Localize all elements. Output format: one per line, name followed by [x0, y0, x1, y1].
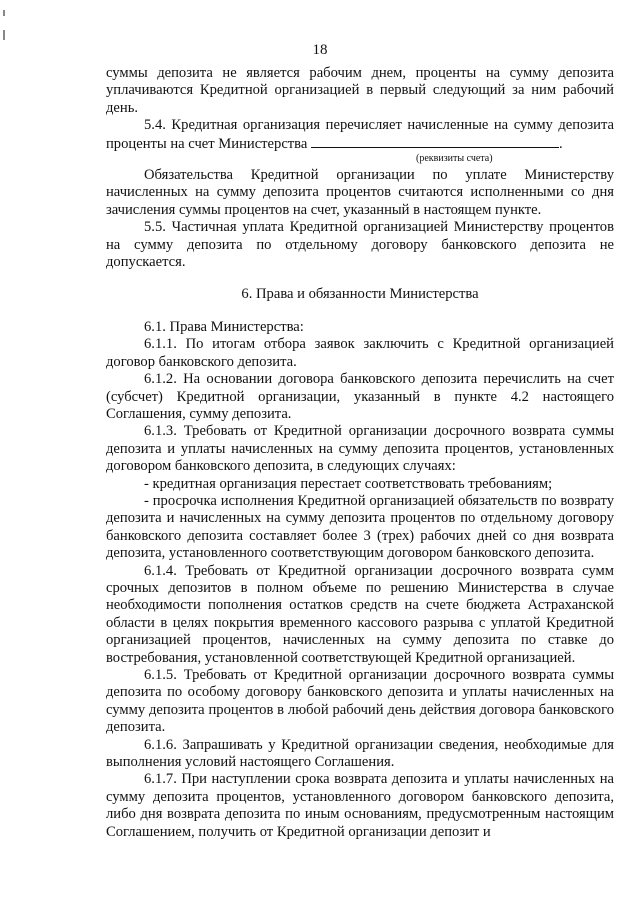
- paragraph-5-4: [106, 117, 614, 153]
- list-item: - просрочка исполнения Кредитной организацией обязательств по возврату депозита и начисленных на сумму депозита процентов по отдельному договору банковского депозита составляет более 3 (трех) рабочих дней со дня возврата депозита, установленного соответствующим договором банковского депозита.: [106, 492, 614, 562]
- paragraph-6-1-6: 6.1.6. Запрашивать у Кредитной организации сведения, необходимые для выполнения условий настоящего Соглашения.: [106, 736, 614, 771]
- paragraph-6-1-3: 6.1.3. Требовать от Кредитной организации досрочного возврата суммы депозита и уплаты начисленных на сумму депозита процентов, установленных договором банковского депозита, в следующих случаях:: [106, 423, 614, 475]
- account-line-end: .: [559, 135, 563, 152]
- account-fill-line: [311, 135, 559, 148]
- list-item: - кредитная организация перестает соответствовать требованиям;: [144, 475, 553, 492]
- paragraph-6-1-1: 6.1.1. По итогам отбора заявок заключить с Кредитной организацией договор банковского депозита.: [106, 336, 614, 370]
- paragraph-6-1-4: 6.1.4. Требовать от Кредитной организации досрочного возврата сумм срочных депозитов в полном объеме по решению Министерства в случае необходимости пополнения остатков средств на счете бюджета Астраханской области в целях покрытия временного кассового разрыва с уплатой Кредитной организацией процентов, начисленных на сумму депозита по ставке до востребования, установленной соответствующей Кредитной организацией.: [106, 562, 614, 666]
- section-heading: 6. Права и обязанности Министерства: [241, 286, 479, 303]
- paragraph: суммы депозита не является рабочим днем, проценты на сумму депозита уплачиваются Кредитной организацией в первый следующий за ним рабочий день.: [106, 65, 614, 116]
- document-body: [106, 65, 614, 841]
- paragraph: Обязательства Кредитной организации по уплате Министерству начисленных на сумму депозита процентов считаются исполненными со дня зачисления суммы процентов на счет, указанный в настоящем пункте.: [106, 167, 614, 218]
- paragraph-5-5: 5.5. Частичная уплата Кредитной организацией Министерству процентов на сумму депозита по отдельному договору банковского депозита не допускается.: [106, 219, 614, 271]
- paragraph-5-4-text: 5.4. Кредитная организация перечисляет начисленные на сумму депозита проценты на счет Министерства: [106, 117, 614, 152]
- paragraph-6-1-5: 6.1.5. Требовать от Кредитной организации досрочного возврата суммы депозита по особому договору банковского депозита и уплаты начисленных на сумму депозита процентов в любой рабочий день действия договора банковского депозита.: [106, 667, 614, 736]
- account-caption: (реквизиты счета): [416, 153, 493, 165]
- paragraph-6-1-7: 6.1.7. При наступлении срока возврата депозита и уплаты начисленных на сумму депозита процентов, установленного договором банковского депозита, либо дня возврата депозита по иным основаниям, предусмотренным настоящим Соглашением, получить от Кредитной организации депозит и: [106, 771, 614, 840]
- scan-edge-mark: [3, 10, 5, 16]
- scan-edge-mark: [3, 30, 5, 40]
- paragraph-6-1: 6.1. Права Министерства:: [144, 318, 304, 335]
- page-number: 18: [312, 42, 328, 58]
- paragraph-6-1-2: 6.1.2. На основании договора банковского депозита перечислить на счет (субсчет) Кредитной организации, указанный в пункте 4.2 настоящего Соглашения, сумму депозита.: [106, 371, 614, 422]
